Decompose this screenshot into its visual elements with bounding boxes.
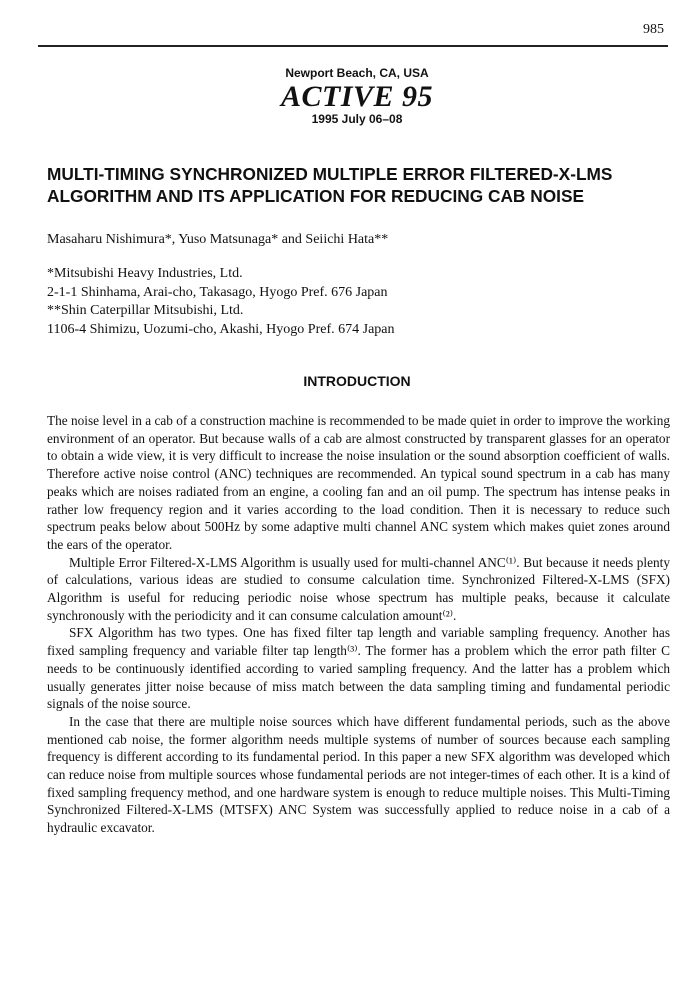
introduction-body <box>47 412 670 837</box>
affiliation-line: 1106-4 Shimizu, Uozumi-cho, Akashi, Hyogo Pref. 674 Japan <box>47 321 395 337</box>
conference-header <box>0 66 694 126</box>
section-heading: INTRODUCTION <box>303 373 411 389</box>
affiliation-line: *Mitsubishi Heavy Industries, Ltd. <box>47 266 243 281</box>
page-number: 985 <box>643 22 664 37</box>
affiliations <box>47 265 395 339</box>
conference-date: 1995 July 06–08 <box>311 112 403 126</box>
paper-title: MULTI-TIMING SYNCHRONIZED MULTIPLE ERROR FILTERED-X-LMS ALGORITHM AND ITS APPLICATION FOR REDUCING CAB NOISE <box>47 164 613 206</box>
conference-location: Newport Beach, CA, USA <box>285 66 429 80</box>
affiliation-line: **Shin Caterpillar Mitsubishi, Ltd. <box>47 303 244 318</box>
conference-name: ACTIVE 95 <box>280 80 434 113</box>
paragraph: SFX Algorithm has two types. One has fixed filter tap length and variable sampling frequency. Another has fixed sampling frequency and variable filter tap length⁽³⁾. The former has a problem which the error path filter C needs to be continuously identified according to varied sampling frequency. And the latter has a problem which usually generates jitter noise because of miss match between the data sampling timing and fundamental periodic signals of the noise source. <box>47 625 670 712</box>
affiliation-line: 2-1-1 Shinhama, Arai-cho, Takasago, Hyogo Pref. 676 Japan <box>47 284 388 300</box>
paragraph: In the case that there are multiple noise sources which have different fundamental periods, such as the above mentioned cab noise, the former algorithm needs multiple systems of number of sources because each sampling frequency is different according to its fundamental period. In this paper a new SFX algorithm was developed which can reduce noise from multiple sources whose fundamental periods are not integer-times of each other. It is a kind of fixed sampling frequency method, and one hardware system is enough to reduce multiple noises. This Multi-Timing Synchronized Filtered-X-LMS (MTSFX) ANC System was successfully applied to reduce noise in a cab of a hydraulic excavator. <box>47 713 670 836</box>
header-rule <box>38 45 668 47</box>
authors: Masaharu Nishimura*, Yuso Matsunaga* and Seiichi Hata** <box>47 232 389 247</box>
paragraph: Multiple Error Filtered-X-LMS Algorithm is usually used for multi-channel ANC⁽¹⁾. But because it needs plenty of calculations, various ideas are studied to consume calculation time. Synchronized Filtered-X-LMS (SFX) Algorithm is useful for reducing periodic noise whose spectrum has multiple peaks, because it calculate synchronously with the periodicity and it can consume calculation amount⁽²⁾. <box>47 554 670 623</box>
paragraph: The noise level in a cab of a construction machine is recommended to be made quiet in order to improve the working environment of an operator. But because walls of a cab are almost constructed by transparent glasses for an operator to obtain a wide view, it is very difficult to increase the noise insulation or the sound absorption coefficient of walls. Therefore active noise control (ANC) techniques are recommended. An typical sound spectrum in a cab has many peaks which are noises radiated from an engine, a cooling fan and an oil pump. The spectrum has intense peaks in rather low frequency region and it varies according to the load condition. Then it is necessary to reduce such spectrum peaks below about 500Hz by some adaptive multi channel ANC system which makes quiet zones around the ears of the operator. <box>47 413 670 552</box>
